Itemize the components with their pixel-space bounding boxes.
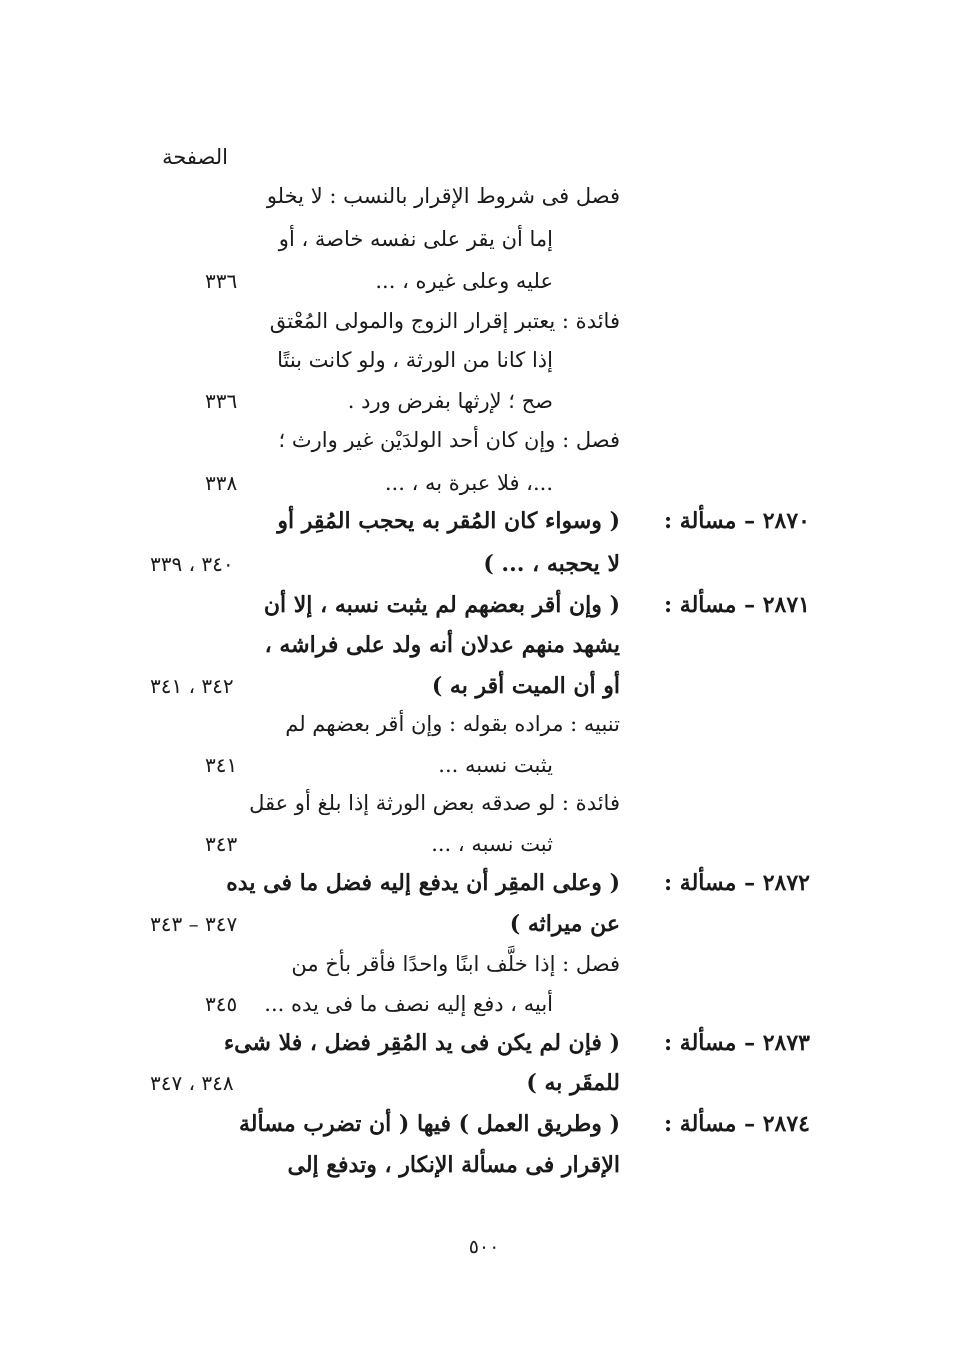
issue-number: ٢٨٧٠ – مسألة : [664, 508, 810, 534]
entry-text: فصل : وإن كان أحد الولدَيْن غير وارث ؛ [278, 428, 620, 452]
issue-text: ( وسواء كان المُقر به يحجب المُقِر أو [277, 508, 620, 534]
index-line [0, 1144, 968, 1186]
index-line [0, 1062, 968, 1104]
index-line [0, 218, 968, 260]
page-number: ٥٠٠ [468, 1236, 500, 1258]
entry-text: ثبت نسبه ، ... [431, 832, 553, 856]
issue-line [0, 584, 968, 626]
index-line [0, 943, 968, 985]
page-reference: ٣٤٠ ، ٣٣٩ [150, 552, 234, 576]
index-line [0, 380, 968, 422]
index-line [0, 462, 968, 504]
index-line [0, 823, 968, 865]
index-line [0, 744, 968, 786]
page-reference: ٣٤٧ – ٣٤٣ [150, 912, 238, 936]
issue-line [0, 1103, 968, 1145]
index-line [0, 665, 968, 707]
issue-text: ( وطريق العمل ) فيها ( أن تضرب مسألة [239, 1111, 620, 1137]
entry-text: إما أن يقر على نفسه خاصة ، أو [278, 227, 553, 251]
issue-line [0, 862, 968, 904]
issue-number: ٢٨٧١ – مسألة : [664, 592, 810, 618]
entry-text: صح ؛ لإرثها بفرض ورد . [347, 389, 553, 413]
entry-text: فصل فى شروط الإقرار بالنسب : لا يخلو [266, 184, 620, 208]
issue-number: ٢٨٧٤ – مسألة : [664, 1111, 810, 1137]
entry-text: تنبيه : مراده بقوله : وإن أقر بعضهم لم [285, 712, 620, 736]
index-line [0, 175, 968, 217]
issue-text: أو أن الميت أقر به ) [431, 673, 620, 699]
issue-text: يشهد منهم عدلان أنه ولد على فراشه ، [264, 632, 620, 658]
entry-text: فائدة : يعتبر إقرار الزوج والمولى المُعْتق [269, 309, 620, 333]
entry-text: عليه وعلى غيره ، ... [375, 269, 553, 293]
issue-text: الإقرار فى مسألة الإنكار ، وتدفع إلى [287, 1152, 620, 1178]
page-reference: ٣٤٣ [205, 832, 238, 856]
issue-text: ( وإن أقر بعضهم لم يثبت نسبه ، إلا أن [263, 592, 620, 618]
page-reference: ٣٣٨ [205, 471, 238, 495]
issue-text: عن ميراثه ) [509, 911, 620, 937]
entry-text: ...، فلا عبرة به ، ... [384, 471, 553, 495]
page-reference: ٣٤٥ [205, 992, 238, 1016]
index-line [0, 419, 968, 461]
page-reference: ٣٣٦ [205, 389, 238, 413]
entry-text: يثبت نسبه ... [438, 753, 553, 777]
issue-text: للمقَر به ) [526, 1070, 620, 1096]
index-line [0, 903, 968, 945]
entry-text: إذا كانا من الورثة ، ولو كانت بنتًا [277, 348, 553, 372]
index-line [0, 624, 968, 666]
index-line [0, 983, 968, 1025]
page-reference: ٣٤٨ ، ٣٤٧ [150, 1071, 234, 1095]
entry-text: فائدة : لو صدقه بعض الورثة إذا بلغ أو عقل [249, 791, 620, 815]
issue-text: لا يحجبه ، ... ) [483, 551, 620, 577]
issue-line [0, 500, 968, 542]
index-line [0, 543, 968, 585]
index-line [0, 339, 968, 381]
entry-text: فصل : إذا خلَّف ابنًا واحدًا فأقر بأخ من [291, 952, 620, 976]
issue-text: ( وعلى المقِر أن يدفع إليه فضل ما فى يده [226, 870, 620, 896]
page-reference: ٣٤٢ ، ٣٤١ [150, 674, 234, 698]
issue-line [0, 1022, 968, 1064]
issue-text: ( فإن لم يكن فى يد المُقِر فضل ، فلا شىء [223, 1030, 620, 1056]
page-reference: ٣٤١ [205, 753, 238, 777]
index-line [0, 703, 968, 745]
page-reference: ٣٣٦ [205, 269, 238, 293]
index-line [0, 300, 968, 342]
issue-number: ٢٨٧٣ – مسألة : [664, 1030, 810, 1056]
index-line [0, 260, 968, 302]
issue-number: ٢٨٧٢ – مسألة : [664, 870, 810, 896]
entry-text: أبيه ، دفع إليه نصف ما فى يده ... [264, 992, 553, 1016]
index-line [0, 782, 968, 824]
page-column-header: الصفحة [162, 145, 228, 169]
